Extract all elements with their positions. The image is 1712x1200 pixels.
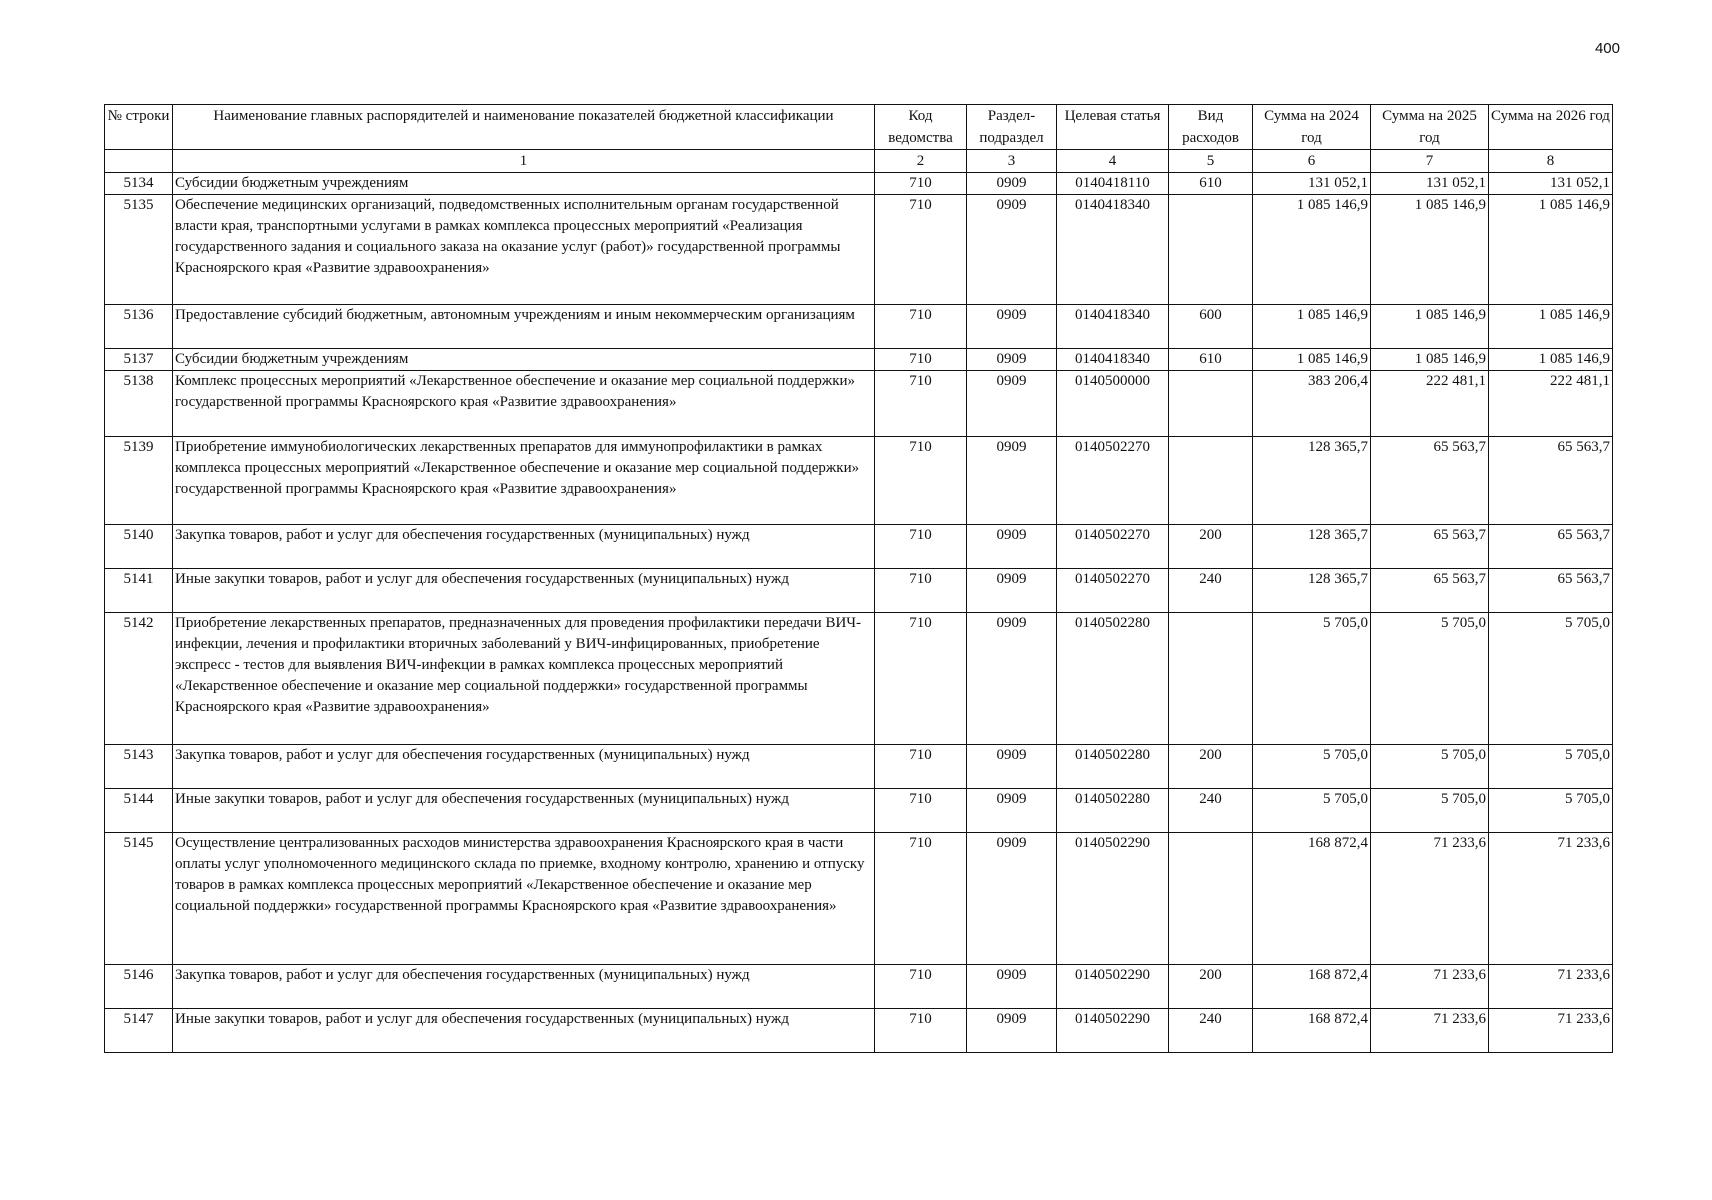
row-number: 5142	[105, 613, 173, 745]
row-number: 5147	[105, 1009, 173, 1053]
row-sum-2026: 65 563,7	[1489, 525, 1613, 569]
row-sum-2024: 168 872,4	[1253, 833, 1371, 965]
row-expense-type: 240	[1169, 789, 1253, 833]
row-expense-type: 240	[1169, 1009, 1253, 1053]
header-section: Раздел-подраздел	[967, 105, 1057, 150]
row-sum-2024: 1 085 146,9	[1253, 305, 1371, 349]
row-sum-2026: 65 563,7	[1489, 569, 1613, 613]
row-sum-2026: 1 085 146,9	[1489, 349, 1613, 371]
row-code: 710	[875, 965, 967, 1009]
row-expense-type	[1169, 437, 1253, 525]
row-section: 0909	[967, 371, 1057, 437]
row-section: 0909	[967, 305, 1057, 349]
row-sum-2025: 71 233,6	[1371, 965, 1489, 1009]
row-sum-2026: 5 705,0	[1489, 789, 1613, 833]
row-code: 710	[875, 745, 967, 789]
row-sum-2025: 1 085 146,9	[1371, 305, 1489, 349]
row-sum-2025: 131 052,1	[1371, 173, 1489, 195]
row-section: 0909	[967, 833, 1057, 965]
row-number: 5136	[105, 305, 173, 349]
row-sum-2024: 1 085 146,9	[1253, 349, 1371, 371]
row-section: 0909	[967, 437, 1057, 525]
row-target: 0140502280	[1057, 613, 1169, 745]
row-sum-2025: 1 085 146,9	[1371, 195, 1489, 305]
row-sum-2024: 128 365,7	[1253, 569, 1371, 613]
row-sum-2025: 65 563,7	[1371, 437, 1489, 525]
row-number: 5144	[105, 789, 173, 833]
row-target: 0140418340	[1057, 349, 1169, 371]
row-section: 0909	[967, 349, 1057, 371]
column-number: 7	[1371, 150, 1489, 173]
row-number: 5138	[105, 371, 173, 437]
column-number: 1	[173, 150, 875, 173]
row-sum-2026: 71 233,6	[1489, 965, 1613, 1009]
row-code: 710	[875, 173, 967, 195]
row-expense-type	[1169, 195, 1253, 305]
row-expense-type	[1169, 371, 1253, 437]
column-number: 5	[1169, 150, 1253, 173]
row-expense-type	[1169, 613, 1253, 745]
column-number: 2	[875, 150, 967, 173]
row-sum-2024: 128 365,7	[1253, 437, 1371, 525]
column-number: 4	[1057, 150, 1169, 173]
row-sum-2024: 5 705,0	[1253, 745, 1371, 789]
row-target: 0140502290	[1057, 1009, 1169, 1053]
row-code: 710	[875, 613, 967, 745]
row-sum-2026: 1 085 146,9	[1489, 305, 1613, 349]
row-name: Комплекс процессных мероприятий «Лекарственное обеспечение и оказание мер социальной поддержки» государственной программы Красноярского края «Развитие здравоохранения»	[173, 371, 875, 437]
row-code: 710	[875, 305, 967, 349]
column-number: 8	[1489, 150, 1613, 173]
header-expense-type: Вид расходов	[1169, 105, 1253, 150]
header-sum-2024: Сумма на 2024 год	[1253, 105, 1371, 150]
row-sum-2026: 71 233,6	[1489, 833, 1613, 965]
row-section: 0909	[967, 745, 1057, 789]
table-row	[105, 833, 1613, 965]
table-row	[105, 349, 1613, 371]
row-sum-2026: 131 052,1	[1489, 173, 1613, 195]
row-section: 0909	[967, 965, 1057, 1009]
row-number: 5141	[105, 569, 173, 613]
row-name: Обеспечение медицинских организаций, подведомственных исполнительным органам государственной власти края, транспортными услугами в рамках комплекса процессных мероприятий «Реализация государственного задания и социального заказа на оказание услуг (работ)» государственной программы Красноярского края «Развитие здравоохранения»	[173, 195, 875, 305]
row-section: 0909	[967, 195, 1057, 305]
table-row	[105, 789, 1613, 833]
row-code: 710	[875, 371, 967, 437]
row-section: 0909	[967, 173, 1057, 195]
table-row	[105, 195, 1613, 305]
row-code: 710	[875, 349, 967, 371]
row-name: Закупка товаров, работ и услуг для обеспечения государственных (муниципальных) нужд	[173, 745, 875, 789]
row-expense-type: 200	[1169, 745, 1253, 789]
row-name: Приобретение иммунобиологических лекарственных препаратов для иммунопрофилактики в рамках комплекса процессных мероприятий «Лекарственное обеспечение и оказание мер социальной поддержки» государственной программы Красноярского края «Развитие здравоохранения»	[173, 437, 875, 525]
row-sum-2024: 5 705,0	[1253, 789, 1371, 833]
page-number: 400	[1594, 40, 1620, 57]
row-sum-2025: 71 233,6	[1371, 1009, 1489, 1053]
row-sum-2026: 1 085 146,9	[1489, 195, 1613, 305]
row-target: 0140502280	[1057, 789, 1169, 833]
row-code: 710	[875, 569, 967, 613]
row-sum-2025: 5 705,0	[1371, 613, 1489, 745]
row-name: Иные закупки товаров, работ и услуг для обеспечения государственных (муниципальных) нужд	[173, 569, 875, 613]
row-number: 5134	[105, 173, 173, 195]
row-sum-2025: 5 705,0	[1371, 789, 1489, 833]
row-code: 710	[875, 437, 967, 525]
table-row	[105, 371, 1613, 437]
row-expense-type	[1169, 833, 1253, 965]
row-sum-2024: 5 705,0	[1253, 613, 1371, 745]
row-sum-2025: 222 481,1	[1371, 371, 1489, 437]
row-section: 0909	[967, 613, 1057, 745]
row-name: Иные закупки товаров, работ и услуг для обеспечения государственных (муниципальных) нужд	[173, 1009, 875, 1053]
row-code: 710	[875, 789, 967, 833]
row-expense-type: 610	[1169, 173, 1253, 195]
column-number-blank	[105, 150, 173, 173]
row-expense-type: 200	[1169, 965, 1253, 1009]
table-header-row	[105, 105, 1613, 150]
row-name: Приобретение лекарственных препаратов, предназначенных для проведения профилактики передачи ВИЧ-инфекции, лечения и профилактики вторичных заболеваний у ВИЧ-инфицированных, приобретение экспресс - тестов для выявления ВИЧ-инфекции в рамках комплекса процессных мероприятий «Лекарственное обеспечение и оказание мер социальной поддержки» государственной программы Красноярского края «Развитие здравоохранения»	[173, 613, 875, 745]
row-sum-2025: 65 563,7	[1371, 525, 1489, 569]
row-sum-2024: 131 052,1	[1253, 173, 1371, 195]
row-number: 5145	[105, 833, 173, 965]
table-row	[105, 569, 1613, 613]
row-sum-2024: 128 365,7	[1253, 525, 1371, 569]
row-code: 710	[875, 833, 967, 965]
row-code: 710	[875, 525, 967, 569]
header-sum-2025: Сумма на 2025 год	[1371, 105, 1489, 150]
row-expense-type: 600	[1169, 305, 1253, 349]
row-sum-2024: 1 085 146,9	[1253, 195, 1371, 305]
table-row	[105, 745, 1613, 789]
column-number: 6	[1253, 150, 1371, 173]
row-name: Закупка товаров, работ и услуг для обеспечения государственных (муниципальных) нужд	[173, 965, 875, 1009]
row-name: Закупка товаров, работ и услуг для обеспечения государственных (муниципальных) нужд	[173, 525, 875, 569]
row-name: Иные закупки товаров, работ и услуг для обеспечения государственных (муниципальных) нужд	[173, 789, 875, 833]
header-name: Наименование главных распорядителей и наименование показателей бюджетной классификации	[173, 105, 875, 150]
row-name: Субсидии бюджетным учреждениям	[173, 349, 875, 371]
table-row	[105, 173, 1613, 195]
column-number: 3	[967, 150, 1057, 173]
budget-table	[104, 104, 1613, 1053]
table-row	[105, 305, 1613, 349]
row-number: 5135	[105, 195, 173, 305]
row-number: 5139	[105, 437, 173, 525]
row-sum-2025: 65 563,7	[1371, 569, 1489, 613]
row-sum-2024: 383 206,4	[1253, 371, 1371, 437]
header-code: Код ведомства	[875, 105, 967, 150]
row-name: Осуществление централизованных расходов министерства здравоохранения Красноярского края в части оплаты услуг уполномоченного медицинского склада по приемке, входному контролю, хранению и отпуску товаров в рамках комплекса процессных мероприятий «Лекарственное обеспечение и оказание мер социальной поддержки» государственной программы Красноярского края «Развитие здравоохранения»	[173, 833, 875, 965]
table-row	[105, 965, 1613, 1009]
row-sum-2024: 168 872,4	[1253, 965, 1371, 1009]
row-expense-type: 610	[1169, 349, 1253, 371]
row-sum-2026: 5 705,0	[1489, 613, 1613, 745]
row-target: 0140418340	[1057, 305, 1169, 349]
row-target: 0140502290	[1057, 833, 1169, 965]
row-sum-2026: 65 563,7	[1489, 437, 1613, 525]
row-sum-2024: 168 872,4	[1253, 1009, 1371, 1053]
row-target: 0140502290	[1057, 965, 1169, 1009]
row-target: 0140502280	[1057, 745, 1169, 789]
table-row	[105, 613, 1613, 745]
row-sum-2026: 222 481,1	[1489, 371, 1613, 437]
row-target: 0140418110	[1057, 173, 1169, 195]
row-number: 5137	[105, 349, 173, 371]
row-sum-2026: 5 705,0	[1489, 745, 1613, 789]
row-target: 0140502270	[1057, 525, 1169, 569]
header-sum-2026: Сумма на 2026 год	[1489, 105, 1613, 150]
row-target: 0140500000	[1057, 371, 1169, 437]
row-section: 0909	[967, 789, 1057, 833]
row-section: 0909	[967, 569, 1057, 613]
row-section: 0909	[967, 1009, 1057, 1053]
row-expense-type: 200	[1169, 525, 1253, 569]
row-section: 0909	[967, 525, 1057, 569]
row-code: 710	[875, 1009, 967, 1053]
row-target: 0140418340	[1057, 195, 1169, 305]
row-target: 0140502270	[1057, 569, 1169, 613]
row-code: 710	[875, 195, 967, 305]
table-row	[105, 437, 1613, 525]
row-name: Предоставление субсидий бюджетным, автономным учреждениям и иным некоммерческим организациям	[173, 305, 875, 349]
header-row-no: № строки	[105, 105, 173, 150]
row-number: 5146	[105, 965, 173, 1009]
table-row	[105, 525, 1613, 569]
row-name: Субсидии бюджетным учреждениям	[173, 173, 875, 195]
row-expense-type: 240	[1169, 569, 1253, 613]
table-row	[105, 1009, 1613, 1053]
header-target: Целевая статья	[1057, 105, 1169, 150]
column-numbers-row	[105, 150, 1613, 173]
row-number: 5143	[105, 745, 173, 789]
row-sum-2026: 71 233,6	[1489, 1009, 1613, 1053]
row-number: 5140	[105, 525, 173, 569]
row-target: 0140502270	[1057, 437, 1169, 525]
row-sum-2025: 71 233,6	[1371, 833, 1489, 965]
row-sum-2025: 5 705,0	[1371, 745, 1489, 789]
row-sum-2025: 1 085 146,9	[1371, 349, 1489, 371]
